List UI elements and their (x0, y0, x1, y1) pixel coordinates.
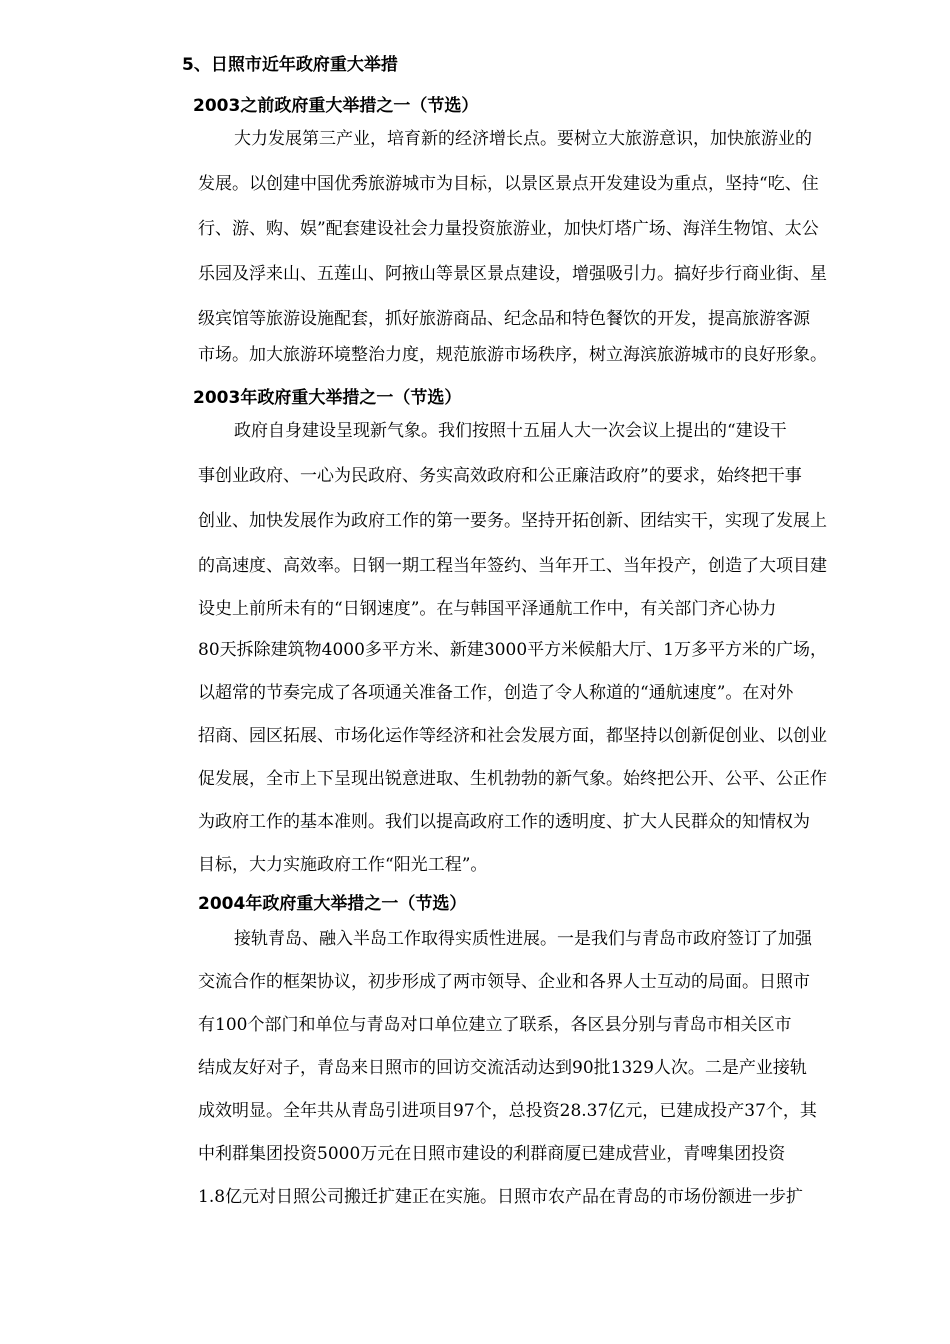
paragraph-line: 有100个部门和单位与青岛对口单位建立了联系，各区县分别与青岛市相关区市 (198, 1015, 792, 1035)
paragraph-line: 乐园及浮来山、五莲山、阿掖山等景区景点建设，增强吸引力。搞好步行商业街、星 (198, 264, 827, 284)
paragraph-line: 创业、加快发展作为政府工作的第一要务。坚持开拓创新、团结实干，实现了发展上 (198, 511, 827, 531)
paragraph-line: 政府自身建设呈现新气象。我们按照十五届人大一次会议上提出的“建设干 (234, 421, 787, 441)
paragraph-line: 事创业政府、一心为民政府、务实高效政府和公正廉洁政府”的要求，始终把干事 (198, 466, 802, 486)
paragraph-line: 以超常的节奏完成了各项通关准备工作，创造了令人称道的“通航速度”。在对外 (198, 683, 794, 703)
paragraph-line: 交流合作的框架协议，初步形成了两市领导、企业和各界人士互动的局面。日照市 (198, 972, 810, 992)
paragraph-line: 80天拆除建筑物4000多平方米、新建3000平方米候船大厅、1万多平方米的广场， (198, 640, 827, 660)
paragraph-line: 接轨青岛、融入半岛工作取得实质性进展。一是我们与青岛市政府签订了加强 (234, 929, 812, 949)
paragraph-line: 大力发展第三产业，培育新的经济增长点。要树立大旅游意识，加快旅游业的 (234, 129, 812, 149)
paragraph-line: 级宾馆等旅游设施配套，抓好旅游商品、纪念品和特色餐饮的开发，提高旅游客源 (198, 309, 810, 329)
subsection-heading-2003-before: 2003之前政府重大举措之一（节选） (193, 96, 479, 116)
paragraph-line: 设史上前所未有的“日钢速度”。在与韩国平泽通航工作中，有关部门齐心协力 (198, 599, 777, 619)
paragraph-line: 行、游、购、娱”配套建设社会力量投资旅游业，加快灯塔广场、海洋生物馆、太公 (198, 219, 819, 239)
paragraph-line: 招商、园区拓展、市场化运作等经济和社会发展方面，都坚持以创新促创业、以创业 (198, 726, 827, 746)
subsection-heading-2004: 2004年政府重大举措之一（节选） (198, 894, 467, 914)
section-title: 5、日照市近年政府重大举措 (182, 55, 398, 75)
paragraph-line: 目标，大力实施政府工作“阳光工程”。 (198, 855, 488, 875)
paragraph-line: 1.8亿元对日照公司搬迁扩建正在实施。日照市农产品在青岛的市场份额进一步扩 (198, 1187, 804, 1207)
paragraph-line: 市场。加大旅游环境整治力度，规范旅游市场秩序，树立海滨旅游城市的良好形象。 (198, 345, 827, 365)
paragraph-line: 促发展，全市上下呈现出锐意进取、生机勃勃的新气象。始终把公开、公平、公正作 (198, 769, 827, 789)
paragraph-line: 的高速度、高效率。日钢一期工程当年签约、当年开工、当年投产，创造了大项目建 (198, 556, 827, 576)
paragraph-line: 发展。以创建中国优秀旅游城市为目标，以景区景点开发建设为重点，坚持“吃、住 (198, 174, 819, 194)
paragraph-line: 为政府工作的基本准则。我们以提高政府工作的透明度、扩大人民群众的知情权为 (198, 812, 810, 832)
paragraph-line: 结成友好对子，青岛来日照市的回访交流活动达到90批1329人次。二是产业接轨 (198, 1058, 807, 1078)
paragraph-line: 中利群集团投资5000万元在日照市建设的利群商厦已建成营业，青啤集团投资 (198, 1144, 786, 1164)
paragraph-line: 成效明显。全年共从青岛引进项目97个，总投资28.37亿元，已建成投产37个，其 (198, 1101, 817, 1121)
subsection-heading-2003: 2003年政府重大举措之一（节选） (193, 388, 462, 408)
